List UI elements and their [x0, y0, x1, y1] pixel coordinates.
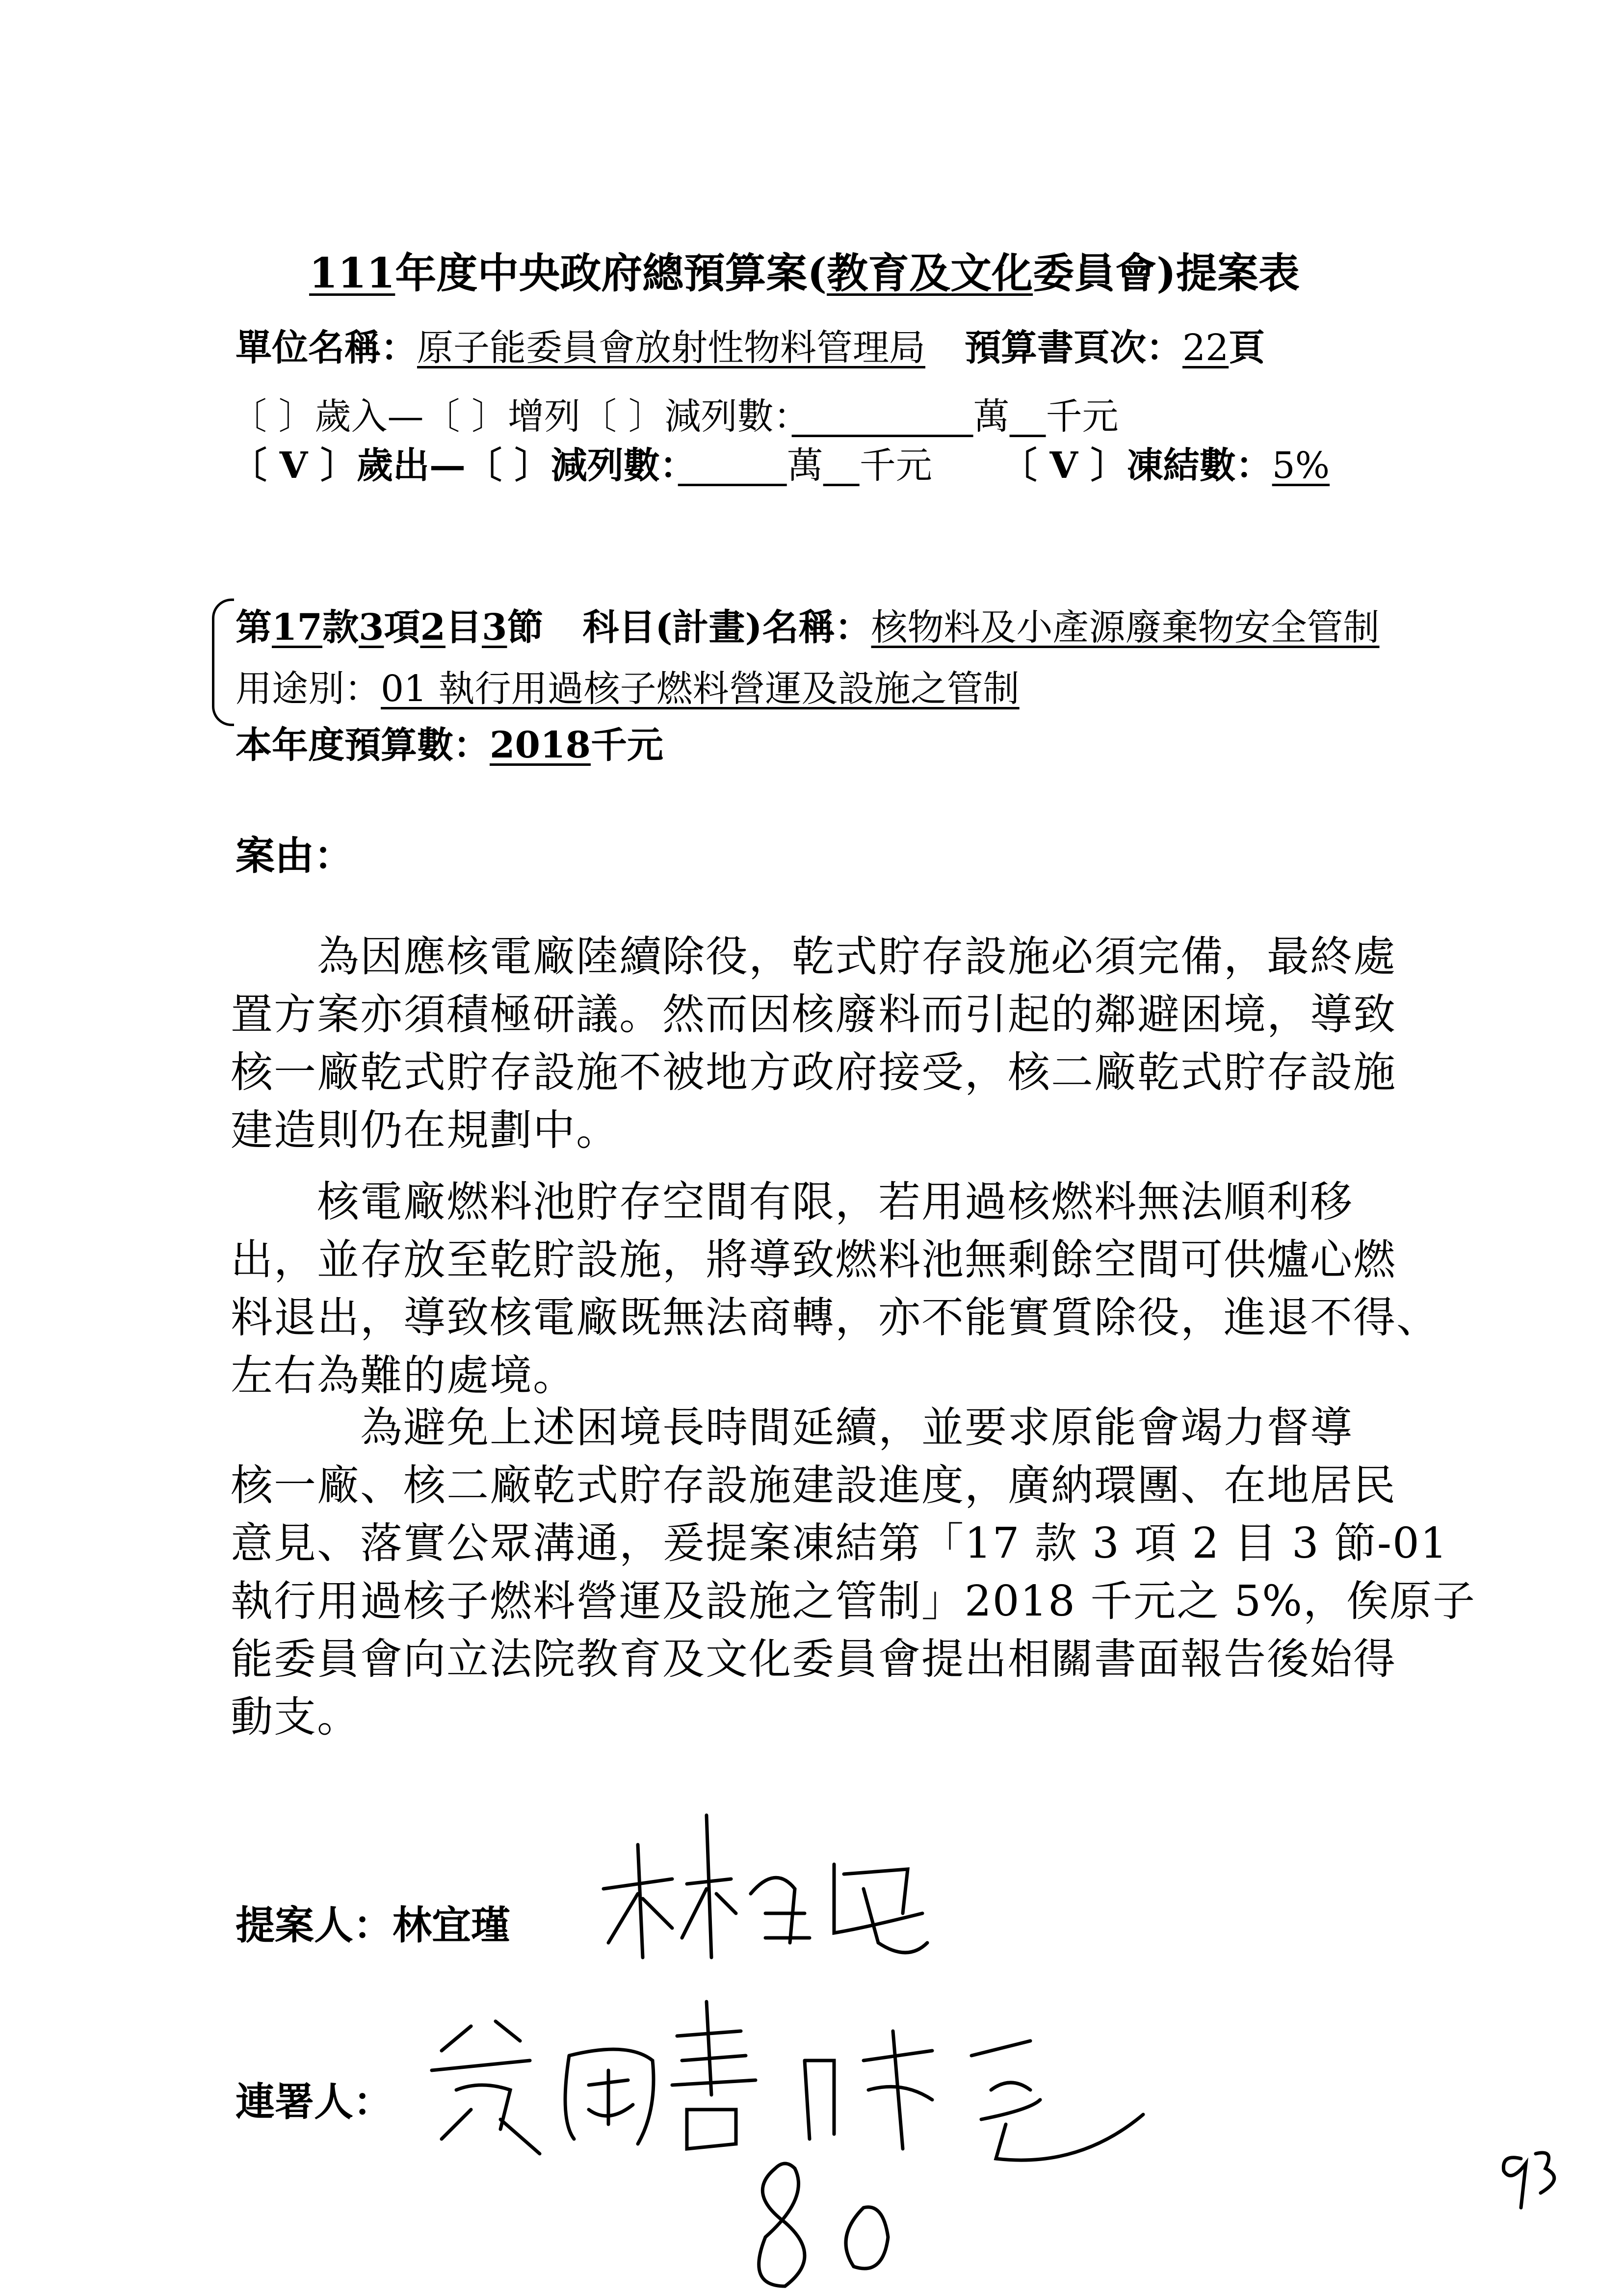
paragraph-line: 核一廠乾式貯存設施不被地方政府接受，核二廠乾式貯存設施 — [231, 1048, 1396, 1097]
cosigner-label: 連署人： — [236, 2079, 393, 2125]
budget-label: 本年度預算數： — [236, 724, 490, 766]
suffix: 千元 — [859, 444, 932, 487]
paragraph-line: 建造則仍在規劃中。 — [231, 1106, 619, 1155]
paragraph-line: 料退出，導致核電廠既無法商轉，亦不能實質除役，進退不得、 — [231, 1293, 1440, 1342]
jie: 3 — [481, 606, 507, 649]
subject-label: 科目(計畫)名稱： — [582, 606, 871, 649]
unit-label: 單位名稱： — [236, 327, 417, 369]
wan: 萬 — [786, 444, 823, 487]
unit-value: 原子能委員會放射性物料管理局 — [417, 327, 925, 369]
paragraph-line: 為因應核電廠陸續除役，乾式貯存設施必須完備，最終處 — [231, 932, 1396, 981]
use-label: 用途別： — [236, 668, 381, 710]
t: 節 — [507, 606, 544, 649]
paragraph-line: 核電廠燃料池貯存空間有限，若用過核燃料無法順利移 — [231, 1177, 1353, 1226]
page-value: 22 — [1182, 327, 1229, 369]
budget-value: 2018 — [490, 724, 591, 766]
proposer-signature — [603, 1815, 927, 1957]
use-value: 01 執行用過核子燃料營運及設施之管制 — [381, 668, 1020, 710]
t: 目 — [445, 606, 482, 649]
page-suffix: 頁 — [1229, 327, 1265, 369]
committee: 教育及文化 — [827, 249, 1033, 297]
revenue-text: 〔 〕歲入—〔 〕增列〔 〕減列數： — [231, 395, 792, 438]
paragraph-line: 置方案亦須積極研議。然而因核廢料而引起的鄰避困境，導致 — [231, 990, 1396, 1039]
page-number-handwritten — [1503, 2153, 1554, 2208]
paragraph-line: 能委員會向立法院教育及文化委員會提出相關書面報告後始得 — [231, 1635, 1396, 1684]
proposer-label: 提案人： — [236, 1902, 393, 1948]
title-end: 委員會)提案表 — [1033, 249, 1300, 297]
kuan: 17 — [272, 606, 322, 649]
reason-label: 案由： — [236, 833, 353, 879]
year: 111 — [309, 249, 395, 297]
freeze-label: 〔 V 〕凍結數： — [1000, 444, 1272, 487]
cosigner-signatures — [432, 2002, 1143, 2286]
paragraph-line: 出，並存放至乾貯設施，將導致燃料池無剩餘空間可供爐心燃 — [231, 1235, 1396, 1284]
budget-unit: 千元 — [590, 724, 663, 766]
t: 款 — [322, 606, 359, 649]
paragraph-line: 意見、落實公眾溝通，爰提案凍結第「17 款 3 項 2 目 3 節-01 — [231, 1519, 1448, 1568]
mu: 2 — [420, 606, 445, 649]
t: 第 — [236, 606, 272, 649]
suffix: 千元 — [1046, 395, 1119, 438]
subject-value: 核物料及小產源廢棄物安全管制 — [871, 606, 1380, 649]
wan: 萬 — [973, 395, 1010, 438]
paragraph-line: 執行用過核子燃料營運及設施之管制」2018 千元之 5%，俟原子 — [231, 1577, 1476, 1626]
expense-text: 〔 V 〕歲出—〔 〕減列數： — [231, 444, 678, 487]
proposer-name: 林宜瑾 — [393, 1902, 510, 1948]
t: 項 — [384, 606, 420, 649]
paragraph-line: 動支。 — [231, 1693, 360, 1742]
paragraph-line: 為避免上述困境長時間延續，並要求原能會竭力督導 — [231, 1403, 1353, 1452]
paragraph-line: 核一廠、核二廠乾式貯存設施建設進度，廣納環團、在地居民 — [231, 1461, 1396, 1510]
freeze-value: 5% — [1272, 444, 1330, 487]
page-label: 預算書頁次： — [965, 327, 1182, 369]
xiang: 3 — [358, 606, 384, 649]
paragraph-line: 左右為難的處境。 — [231, 1351, 576, 1400]
title-text: 年度中央政府總預算案( — [395, 249, 827, 297]
